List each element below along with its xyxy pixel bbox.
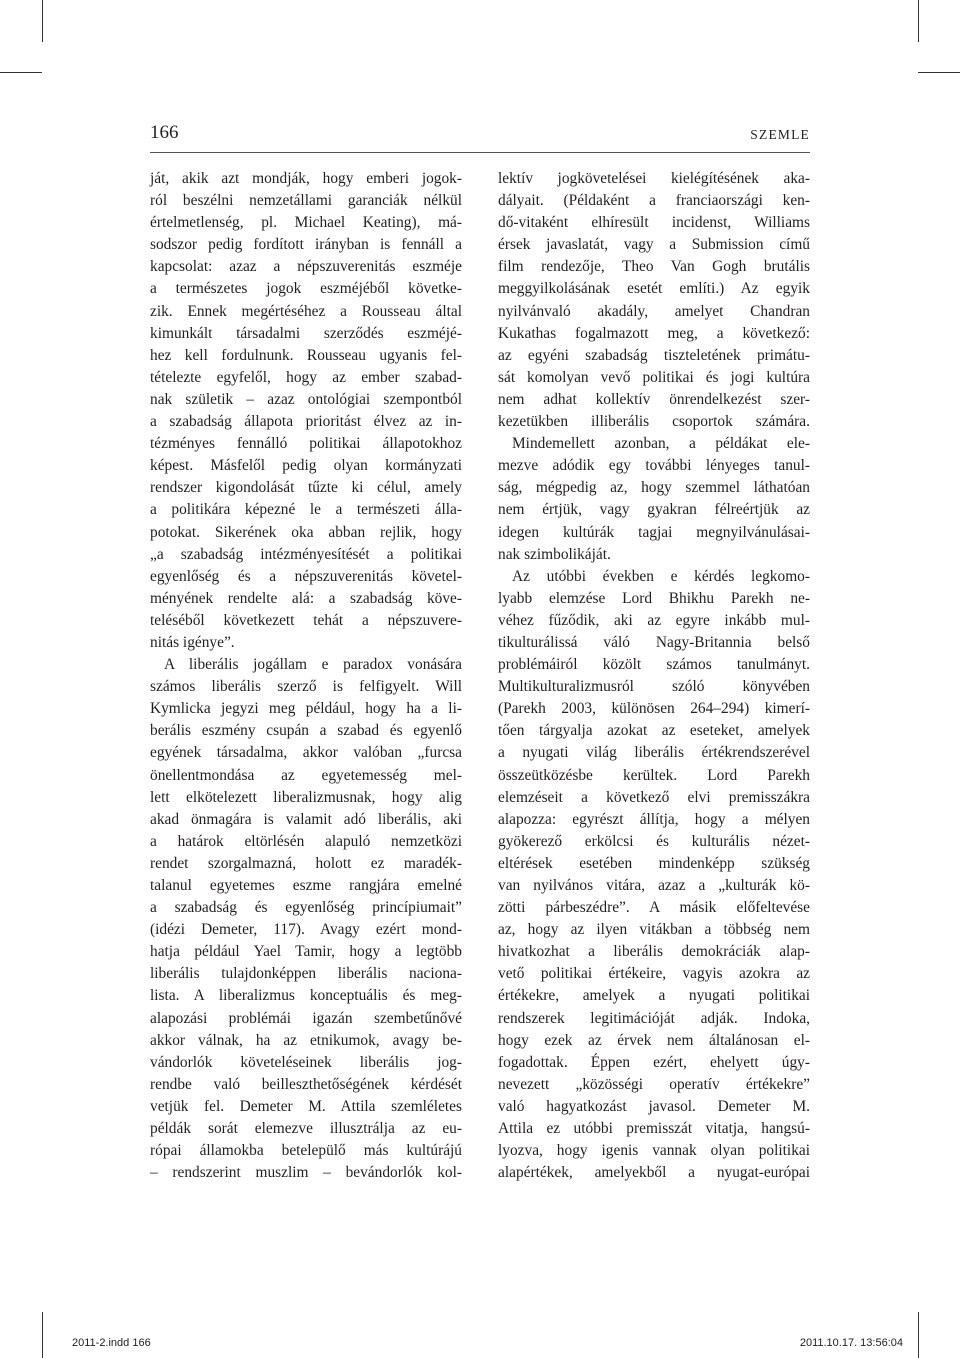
text-line: értékekre, amelyek a nyugati politikai <box>498 987 810 1005</box>
text-line: számos liberális szerző is felfigyelt. Will <box>150 678 462 696</box>
text-line: alapozza: egyrészt állítja, hogy a mélyen <box>498 810 810 828</box>
text-line: példák sorát elemezve illusztrálja az eu- <box>150 1120 462 1138</box>
text-line: problémáiról közölt számos tanulmányt. <box>498 656 810 674</box>
text-line: összeütközésbe kerültek. Lord Parekh <box>498 766 810 784</box>
text-line: nyilvánvaló akadály, amelyet Chandran <box>498 302 810 320</box>
text-line: egyenlőség és a népszuverenitás követel- <box>150 567 462 585</box>
text-line: lett elkötelezett liberalizmusnak, hogy alig <box>150 788 462 806</box>
text-line: elemzéseit a következő elvi premisszákra <box>498 788 810 806</box>
crop-mark-top-left-vertical <box>42 0 43 42</box>
text-line: rendet szorgalmazná, holott ez maradék- <box>150 854 462 872</box>
text-line: a természetes jogok eszméjéből követke- <box>150 280 462 298</box>
print-slug-timestamp: 2011.10.17. 13:56:04 <box>799 1337 903 1349</box>
text-line: nak születik – azaz ontológiai szempontból <box>150 390 462 408</box>
text-line: zötti párbeszédre”. A másik előfeltevése <box>498 899 810 917</box>
text-line: berális eszmény csupán a szabad és egyenlő <box>150 722 462 740</box>
text-line: „a szabadság intézményesítését a politikai <box>150 545 462 563</box>
text-line: ményének rendelte alá: a szabadság köve- <box>150 589 462 607</box>
page-number: 166 <box>150 122 179 143</box>
text-line: idegen kultúrák tagjai megnyilvánulásai- <box>498 523 810 541</box>
text-line: film rendezője, Theo Van Gogh brutális <box>498 258 810 276</box>
text-line: sát komolyan vevő politikai és jogi kultúra <box>498 368 810 386</box>
text-line: meggyilkolásának esetét említi.) Az egyik <box>498 280 810 298</box>
print-slug-file: 2011-2.indd 166 <box>72 1337 151 1349</box>
text-line: gyökerező erkölcsi és kulturális nézet- <box>498 832 810 850</box>
text-line: a szabadság és egyenlőség princípiumait” <box>150 899 462 917</box>
text-line: alapozási problémái igazán szembetűnővé <box>150 1009 462 1027</box>
text-line: ság, mégpedig az, hogy szemmel láthatóan <box>498 479 810 497</box>
text-line: potokat. Sikerének oka abban rejlik, hogy <box>150 523 462 541</box>
text-line: Kymlicka jegyzi meg például, hogy ha a li- <box>150 700 462 718</box>
text-line: a szabadság állapota prioritást élvez az in- <box>150 413 462 431</box>
text-line: nem értjük, vagy gyakran félreértjük az <box>498 501 810 519</box>
crop-mark-bottom-left-vertical <box>42 1312 43 1358</box>
text-line: dályait. (Példaként a franciaországi ken- <box>498 192 810 210</box>
text-line: rendbe való beilleszthetőségének kérdését <box>150 1075 462 1093</box>
text-line: tően tárgyalja azokat az eseteket, amelyek <box>498 722 810 740</box>
text-line: nem adhat kollektív önrendelkezést szer- <box>498 390 810 408</box>
text-line: Mindemellett azonban, a példákat ele- <box>512 435 810 453</box>
text-line: A liberális jogállam e paradox vonására <box>164 656 462 674</box>
crop-mark-bottom-right-vertical <box>918 1312 919 1358</box>
text-line: hivatkozhat a liberális demokráciák alap- <box>498 943 810 961</box>
text-line: liberális tulajdonképpen liberális naciona- <box>150 965 462 983</box>
text-line: van nyilvános vitára, azaz a „kulturák kö- <box>498 877 810 894</box>
page-header <box>150 122 810 153</box>
text-line: nak szimbolikáját. <box>498 545 611 563</box>
text-line: hogy ezek az érvek nem általánosan el- <box>498 1031 810 1049</box>
text-line: Az utóbbi években e kérdés legkomo- <box>512 567 810 585</box>
text-line: dő-vitaként elhíresült incidenst, Williams <box>498 214 810 232</box>
text-line: a határok eltörlésén alapuló nemzetközi <box>150 832 462 850</box>
text-line: a politikára képezné le a természeti álla- <box>150 501 462 519</box>
text-line: – rendszerint muszlim – bevándorlók kol- <box>150 1164 462 1182</box>
text-line: az egyéni szabadság tiszteletének primátu- <box>498 346 810 364</box>
text-line: nevezett „közösségi operatív értékekre” <box>498 1075 810 1093</box>
text-line: kimunkált társadalmi szerződés eszméjé- <box>150 324 462 342</box>
text-line: teléséből következett tehát a népszuvere- <box>150 611 462 629</box>
text-line: alapértékek, amelyekből a nyugat-európai <box>498 1164 810 1182</box>
text-line: rendszer kigondolását tűzte ki célul, amely <box>150 479 462 497</box>
text-line: sodszor pedig fordított irányban is fennáll a <box>150 236 462 254</box>
text-line: vetjük fel. Demeter M. Attila szemléletes <box>150 1097 462 1115</box>
text-line: akkor válnak, ha az etnikumok, avagy be- <box>150 1031 462 1049</box>
text-line: tikulturálissá váló Nagy-Britannia belső <box>498 633 810 651</box>
text-line: lista. A liberalizmus konceptuális és meg- <box>150 987 462 1005</box>
text-line: ját, akik azt mondják, hogy emberi jogok- <box>150 170 462 187</box>
text-line: vándorlók követeléseinek liberális jog- <box>150 1053 462 1071</box>
text-line: fogadottak. Éppen ezért, ehelyett úgy- <box>498 1053 810 1071</box>
crop-mark-top-left-horizontal <box>0 72 42 73</box>
text-line: Attila ez utóbbi premisszát vitatja, hangsú- <box>498 1120 810 1138</box>
text-line: hez kell fordulnunk. Rousseau ugyanis fel- <box>150 346 462 364</box>
text-line: lyozva, hogy igenis vannak olyan politikai <box>498 1142 810 1160</box>
text-line: rendszerek legitimációját adják. Indoka, <box>498 1009 810 1027</box>
text-line: kezetükben illiberális csoportok számára. <box>498 413 810 431</box>
text-line: kapcsolat: azaz a népszuverenitás eszméje <box>150 258 462 276</box>
text-line: véhez fűződik, aki az egyre inkább mul- <box>498 611 810 629</box>
text-line: képest. Másfelől pedig olyan kormányzati <box>150 457 462 475</box>
crop-mark-top-right-vertical <box>918 0 919 42</box>
text-line: eltérések esetében mindenképp szükség <box>498 854 810 872</box>
text-line: hatja például Yael Tamir, hogy a legtöbb <box>150 943 462 961</box>
text-line: akad önmagára is valamit adó liberális, aki <box>150 810 462 828</box>
text-line: való hagyatkozást javasol. Demeter M. <box>498 1097 810 1115</box>
text-line: értelmetlenség, pl. Michael Keating), má- <box>150 214 462 232</box>
text-line: lektív jogkövetelései kielégítésének aka- <box>498 170 810 187</box>
text-line: rópai államokba betelepülő más kultúrájú <box>150 1142 462 1160</box>
text-line: nitás igénye”. <box>150 633 235 651</box>
text-line: (Parekh 2003, különösen 264–294) kimerí- <box>498 700 810 718</box>
text-line: önellentmondása az egyetemesség mel- <box>150 766 462 784</box>
text-line: mezve adódik egy további lényeges tanul- <box>498 457 810 475</box>
text-line: Kukathas fogalmazott meg, a következő: <box>498 324 810 342</box>
text-line: zik. Ennek megértéséhez a Rousseau által <box>150 302 462 320</box>
text-line: ról beszélni nemzetállami garanciák nélkül <box>150 192 462 210</box>
text-line: vető politikai értékeire, vagyis azokra az <box>498 965 810 983</box>
text-line: a nyugati világ liberális értékrendszerével <box>498 744 810 762</box>
text-line: talanul egyetemes eszme rangjára emelné <box>150 877 462 894</box>
text-line: Multikulturalizmusról szóló könyvében <box>498 678 810 696</box>
right-text-column <box>498 168 810 1184</box>
crop-mark-top-right-horizontal <box>918 72 960 73</box>
text-line: tézményes fennálló politikai állapotokhoz <box>150 435 462 453</box>
running-head: SZEMLE <box>750 127 810 142</box>
left-text-column <box>150 168 462 1184</box>
text-line: az, hogy az ilyen vitákban a többség nem <box>498 921 810 939</box>
text-line: tételezte egyfelől, hogy az ember szabad- <box>150 368 462 386</box>
text-line: (idézi Demeter, 117). Avagy ezért mond- <box>150 921 462 939</box>
text-line: érsek javaslatát, vagy a Submission című <box>498 236 810 254</box>
text-line: lyabb elemzése Lord Bhikhu Parekh ne- <box>498 589 810 607</box>
text-line: egyének társadalma, akkor valóban „furcsa <box>150 744 462 762</box>
